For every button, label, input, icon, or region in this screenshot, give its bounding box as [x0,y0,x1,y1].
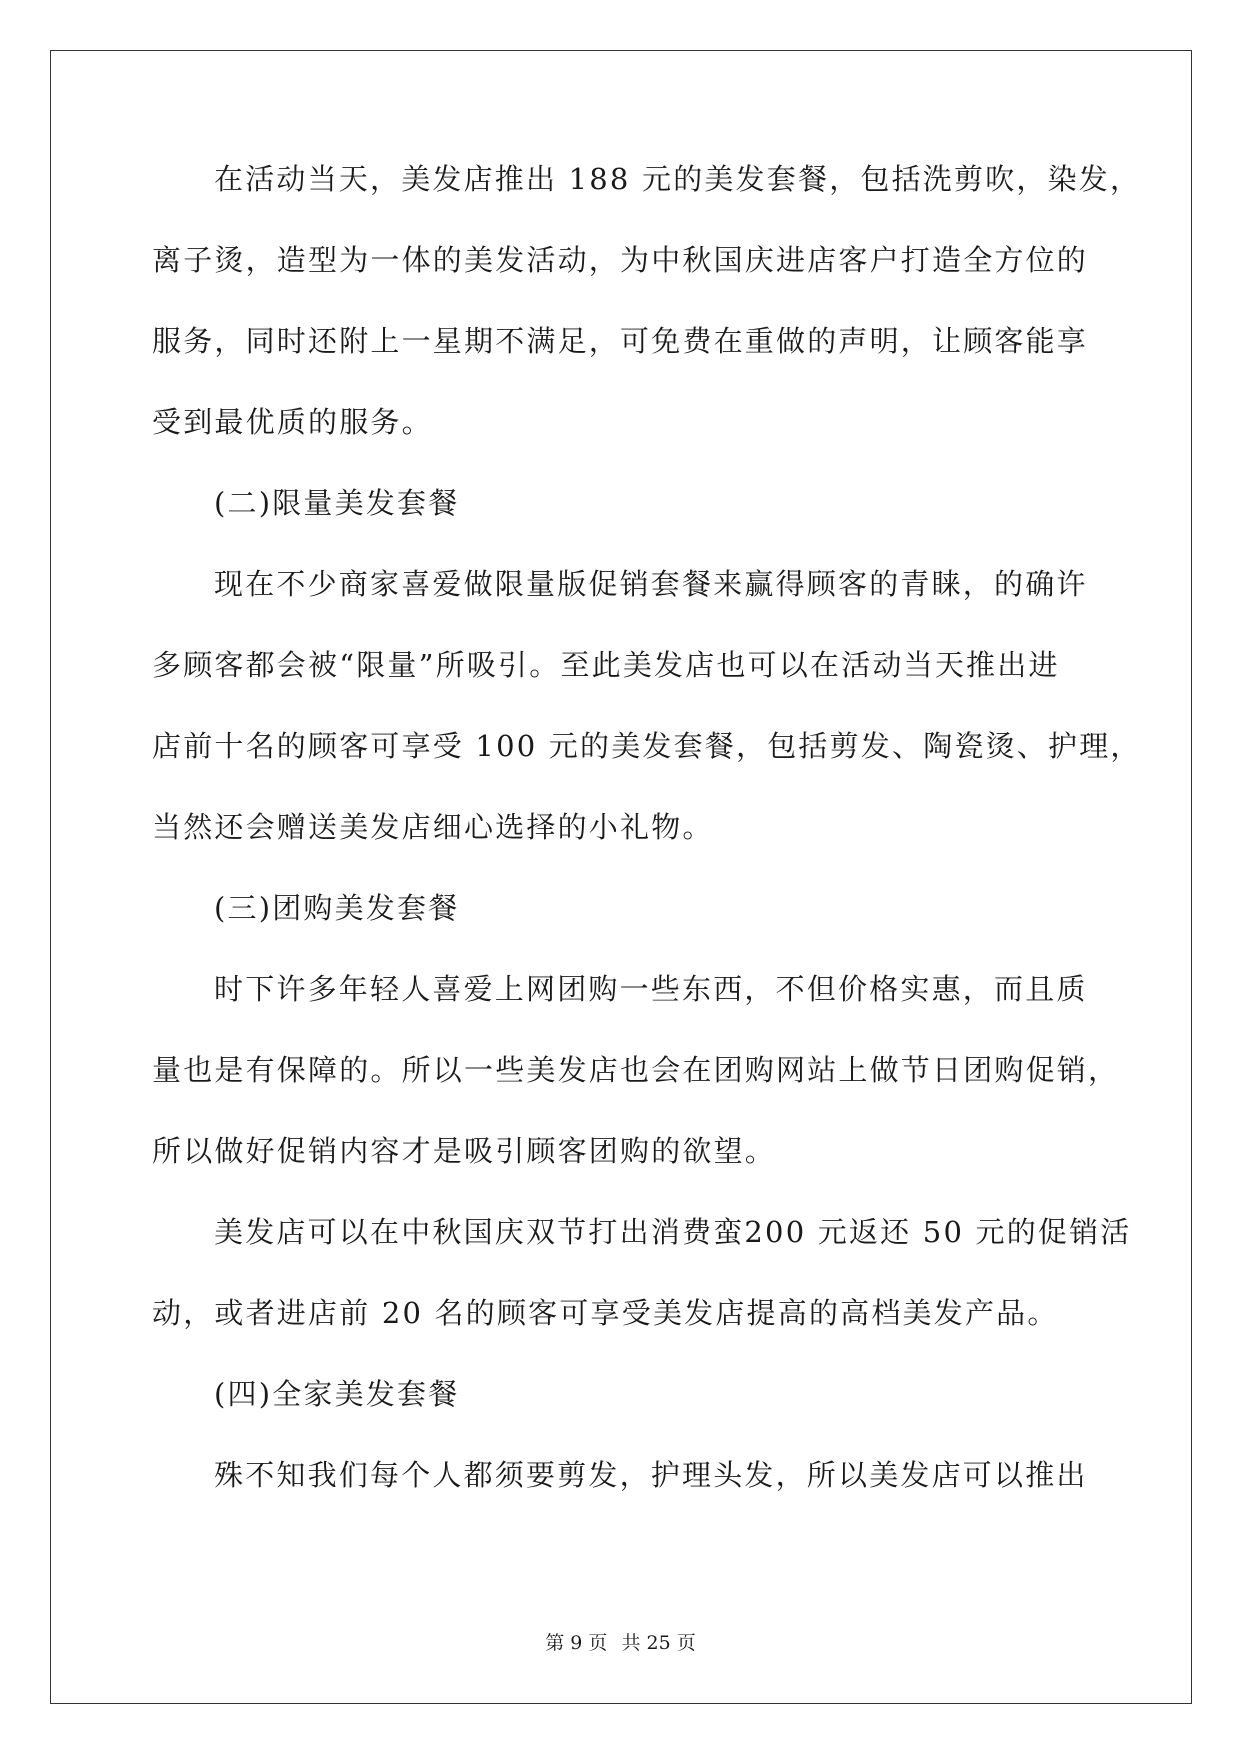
page-total: 共 25 页 [621,1632,696,1654]
paragraph-line: 量也是有保障的。所以一些美发店也会在团购网站上做节日团购促销， [152,1053,1120,1087]
paragraph-line: 美发店可以在中秋国庆双节打出消费蛮200 元返还 50 元的促销活 [214,1215,1132,1249]
paragraph-line: 当然还会赠送美发店细心选择的小礼物。 [152,810,714,844]
paragraph-line: 受到最优质的服务。 [152,405,433,439]
paragraph-line: 离子烫，造型为一体的美发活动，为中秋国庆进店客户打造全方位的 [152,243,1089,277]
paragraph-line: 所以做好促销内容才是吸引顾客团购的欲望。 [152,1134,777,1168]
page-number: 第 9 页 [545,1632,608,1654]
paragraph-line: 多顾客都会被“限量”所吸引。至此美发店也可以在活动当天推出进 [152,648,1060,682]
section-heading: (四)全家美发套餐 [214,1377,460,1411]
paragraph-line: 殊不知我们每个人都须要剪发，护理头发，所以美发店可以推出 [214,1458,1088,1492]
document-body [152,162,1142,1542]
paragraph-line: 时下许多年轻人喜爱上网团购一些东西，不但价格实惠，而且质 [214,972,1088,1006]
paragraph-line: 服务，同时还附上一星期不满足，可免费在重做的声明，让顾客能享 [152,324,1089,358]
section-heading: (二)限量美发套餐 [214,486,460,520]
paragraph-line: 在活动当天，美发店推出 188 元的美发套餐，包括洗剪吹，染发， [214,162,1142,196]
paragraph-line: 现在不少商家喜爱做限量版促销套餐来赢得顾客的青睐，的确许 [214,567,1088,601]
section-heading: (三)团购美发套餐 [214,891,460,925]
paragraph-line: 动，或者进店前 20 名的顾客可享受美发店提高的高档美发产品。 [152,1296,1059,1330]
paragraph-line: 店前十名的顾客可享受 100 元的美发套餐，包括剪发、陶瓷烫、护理， [152,729,1142,763]
page-footer [0,1628,1241,1655]
